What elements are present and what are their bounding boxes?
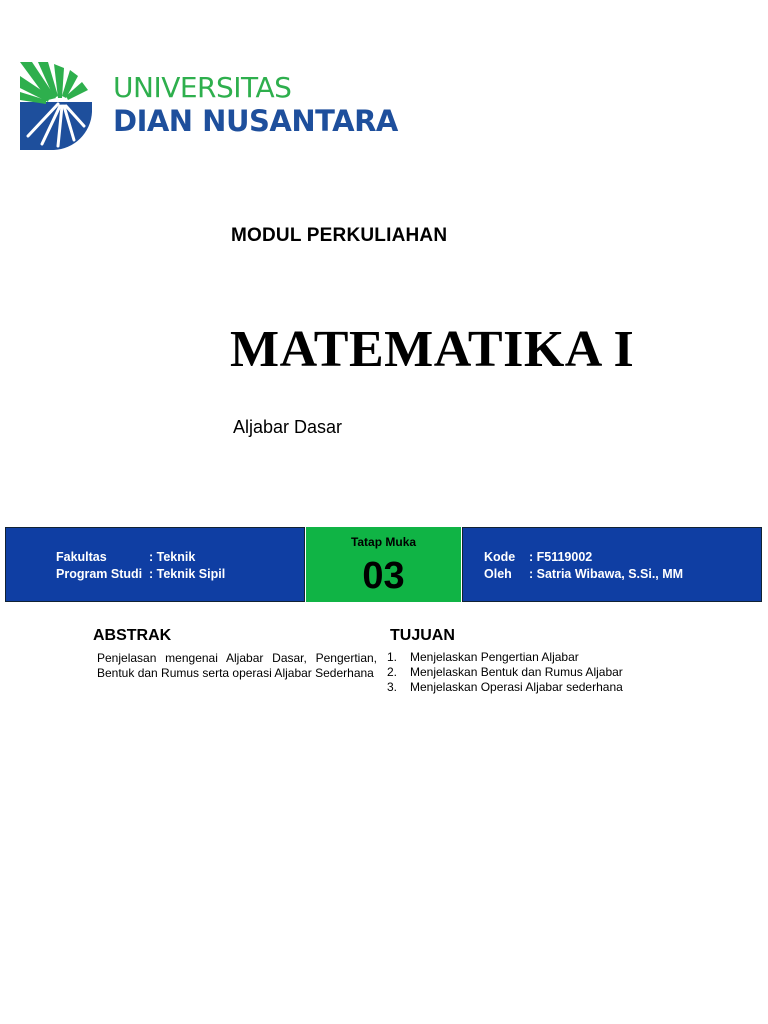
abstract-heading: ABSTRAK — [93, 627, 172, 644]
module-kicker: MODUL PERKULIAHAN — [231, 225, 448, 246]
author-row — [484, 566, 683, 583]
list-item-number: 3. — [387, 680, 398, 694]
abstract-body: Penjelasan mengenai Aljabar Dasar, Pengertian, Bentuk dan Rumus serta operasi Aljabar Sederhana — [97, 651, 377, 680]
list-item — [387, 665, 623, 680]
list-item — [387, 680, 623, 695]
university-name-line1: UNIVERSITAS — [113, 71, 292, 104]
list-item-number: 2. — [387, 665, 398, 679]
code-row — [484, 549, 683, 566]
session-number: 03 — [362, 555, 405, 597]
program-value: : Teknik Sipil — [149, 567, 226, 581]
university-emblem-icon — [18, 60, 94, 152]
list-item-text: Menjelaskan Operasi Aljabar sederhana — [410, 680, 623, 694]
faculty-value: : Teknik — [149, 550, 196, 564]
list-item — [387, 650, 623, 665]
code-value: : F5119002 — [529, 550, 593, 564]
university-name-line2: DIAN NUSANTARA — [113, 104, 398, 138]
objectives-list — [387, 650, 623, 695]
list-item-text: Menjelaskan Pengertian Aljabar — [410, 650, 579, 664]
list-item-text: Menjelaskan Bentuk dan Rumus Aljabar — [410, 665, 623, 679]
code-key: Kode — [484, 550, 516, 564]
list-item-number: 1. — [387, 650, 398, 664]
author-key: Oleh — [484, 567, 512, 581]
document-subtitle: Aljabar Dasar — [233, 417, 343, 437]
document-title: MATEMATIKA I — [230, 321, 635, 378]
author-value: : Satria Wibawa, S.Si., MM — [529, 567, 684, 581]
info-band-session — [306, 527, 461, 602]
university-logo — [18, 60, 94, 152]
program-row — [56, 566, 225, 583]
info-band-faculty — [5, 527, 305, 602]
faculty-key: Fakultas — [56, 550, 107, 564]
faculty-row — [56, 549, 225, 566]
objectives-heading: TUJUAN — [390, 627, 455, 644]
program-key: Program Studi — [56, 567, 143, 581]
university-name — [113, 72, 398, 138]
info-band-code — [462, 527, 762, 602]
session-label: Tatap Muka — [350, 535, 417, 549]
